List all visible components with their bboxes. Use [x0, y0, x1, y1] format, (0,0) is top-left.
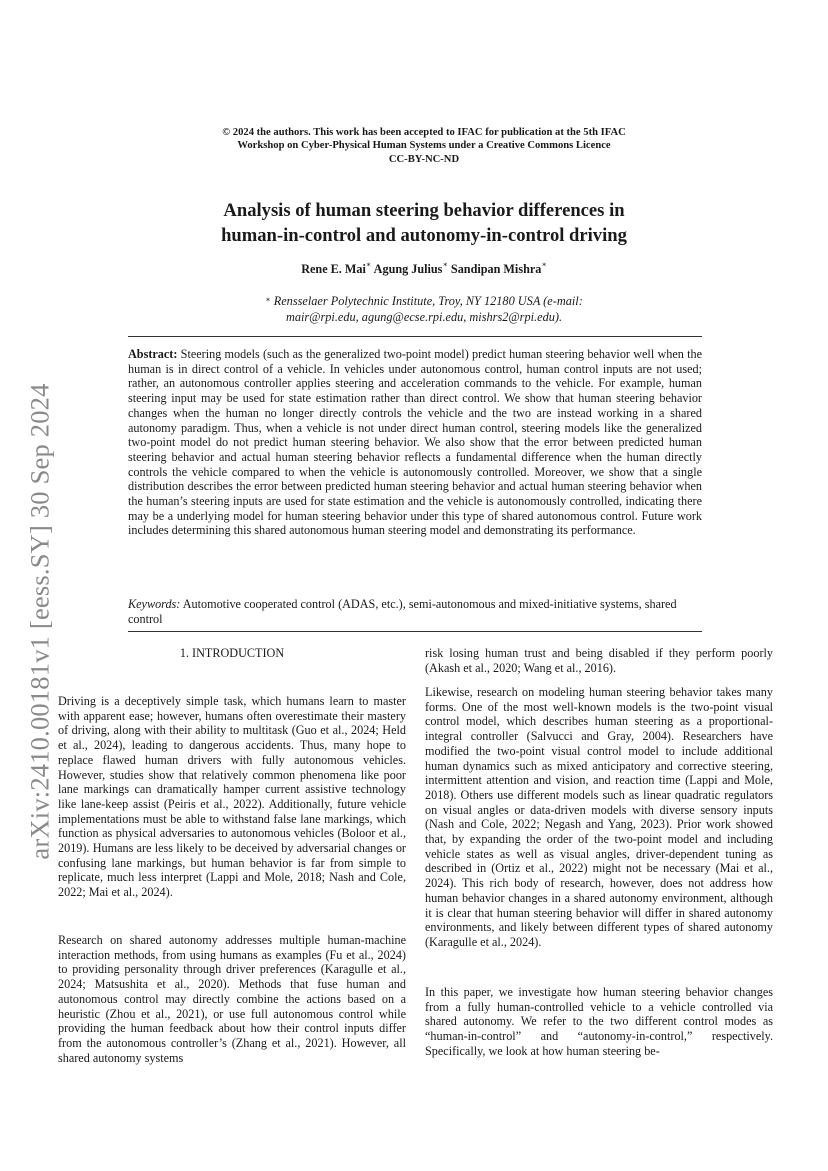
- copyright-line: Workshop on Cyber-Physical Human Systems under a Creative Commons Licence: [237, 140, 611, 152]
- author-mark: ∗: [442, 260, 448, 269]
- title-line: Analysis of human steering behavior differences in: [223, 200, 625, 221]
- section-heading: 1. INTRODUCTION: [179, 646, 285, 660]
- arxiv-identifier-text: arXiv:2410.00181v1 [eess.SY] 30 Sep 2024: [24, 382, 55, 860]
- arxiv-identifier: [20, 356, 60, 886]
- abstract-label: Abstract:: [128, 347, 178, 361]
- affiliation-emails: mair@rpi.edu, agung@ecse.rpi.edu, mishrs2@rpi.edu).: [285, 310, 563, 324]
- author-name: Sandipan Mishra: [450, 262, 542, 276]
- affiliation-mark: ∗: [265, 295, 271, 304]
- keywords-text: Automotive cooperated control (ADAS, etc.), semi-autonomous and mixed-initiative systems, shared control: [128, 597, 677, 626]
- paragraph: Likewise, research on modeling human steering behavior takes many forms. One of the most well-known models is the two-point visual control model, which describes human steering as a proportional-integral controller (Salvucci and Gray, 2004). Researchers have modified the two-point visual control model to include additional human dynamics such as mixed anticipatory and corrective steering, intermittent attention and vision, and reaction time (Lappi and Mole, 2018). Others use different models such as linear quadratic regulators on visual angles or data-driven models with diverse sensory inputs (Nash and Cole, 2022; Negash and Yang, 2023). Prior work showed that, by expanding the order of the two-point model and including vehicle states as well as visual angles, driver-dependent tuning as described in (Ortiz et al., 2022) might not be necessary (Mai et al., 2024). This rich body of research, however, does not address how human behavior changes in a shared autonomy environment, although it is clear that human steering behavior will differ in shared autonomy environments, and likely between different types of shared autonomy (Karagulle et al., 2024).: [425, 685, 773, 949]
- paragraph: In this paper, we investigate how human steering behavior changes from a fully human-controlled vehicle to a vehicle controlled via shared autonomy. We refer to the two different control modes as “human-in-control” and “autonomy-in-control,” respectively. Specifically, we look at how human steering be-: [425, 985, 773, 1058]
- paragraph: risk losing human trust and being disabled if they perform poorly (Akash et al., 2020; Wang et al., 2016).: [425, 646, 773, 675]
- affiliation-line: Rensselaer Polytechnic Institute, Troy, NY 12180 USA (e-mail:: [273, 294, 583, 308]
- author-name: Rene E. Mai: [301, 262, 366, 276]
- divider: [128, 631, 702, 632]
- keywords-label: Keywords:: [128, 597, 181, 611]
- abstract: [128, 347, 702, 538]
- copyright-notice: [110, 126, 738, 166]
- paragraph: Driving is a deceptively simple task, which humans learn to master with apparent ease; however, humans often overestimate their mastery of driving, along with their ability to multitask (Guo et al., 2024; Held et al., 2024), leading to dangerous accidents. Thus, many hope to replace flawed human drivers with fully autonomous vehicles. However, studies show that relatively common phenomena like poor lane markings can dramatically hamper current assistive technology like lane-keep assist (Peiris et al., 2022). Additionally, future vehicle implementations must be able to withstand false lane markings, which function as physical adversaries to autonomous vehicles (Boloor et al., 2019). Humans are less likely to be deceived by adversarial changes or confusing lane markings, but human behavior is far from simple to replicate, much less interpret (Lappi and Mole, 2018; Nash and Cole, 2022; Mai et al., 2024).: [58, 694, 406, 900]
- author-mark: ∗: [541, 260, 547, 269]
- author-name: Agung Julius: [373, 262, 443, 276]
- paragraph: Research on shared autonomy addresses multiple human-machine interaction methods, from using humans as examples (Fu et al., 2024) to providing personality through driver preferences (Karagulle et al., 2024; Matsushita et al., 2020). Methods that fuse human and autonomous control may directly combine the actions based on a heuristic (Zhou et al., 2021), or use full autonomous control while providing the human feedback about how their control inputs differ from the autonomous controller’s (Zhang et al., 2021). However, all shared autonomy systems: [58, 933, 406, 1065]
- copyright-line: CC-BY-NC-ND: [388, 153, 460, 165]
- author-list: [110, 262, 738, 277]
- title-line: human-in-control and autonomy-in-control driving: [221, 224, 627, 246]
- author-mark: ∗: [365, 260, 372, 269]
- affiliation: [110, 293, 738, 325]
- divider: [128, 336, 702, 337]
- keywords: [128, 597, 702, 626]
- paper-title: [90, 199, 758, 248]
- copyright-line: © 2024 the authors. This work has been accepted to IFAC for publication at the 5th IFAC: [222, 127, 626, 138]
- abstract-text: Steering models (such as the generalized two-point model) predict human steering behavior well when the human is in direct control of a vehicle. In vehicles under autonomous control, human control inputs are not used; rather, an autonomous controller applies steering and acceleration commands to the vehicle. For example, human steering input may be used for state estimation rather than direct control. We show that human steering behavior changes when the human no longer directly controls the vehicle and the two are instead working in a shared autonomy paradigm. Thus, when a vehicle is not under direct human control, steering models like the generalized two-point model do not predict human steering behavior. We also show that the error between predicted human steering behavior and actual human steering behavior reflects a fundamental difference when the human directly controls the vehicle compared to when the vehicle is autonomously controlled. Moreover, we show that a single distribution describes the error between predicted human steering behavior and actual human steering behavior when the human’s steering inputs are used for state estimation and the vehicle is autonomously controlled, indicating there may be a underlying model for human steering behavior under this type of shared autonomous control. Future work includes determining this shared autonomous human steering model and demonstrating its performance.: [128, 347, 702, 538]
